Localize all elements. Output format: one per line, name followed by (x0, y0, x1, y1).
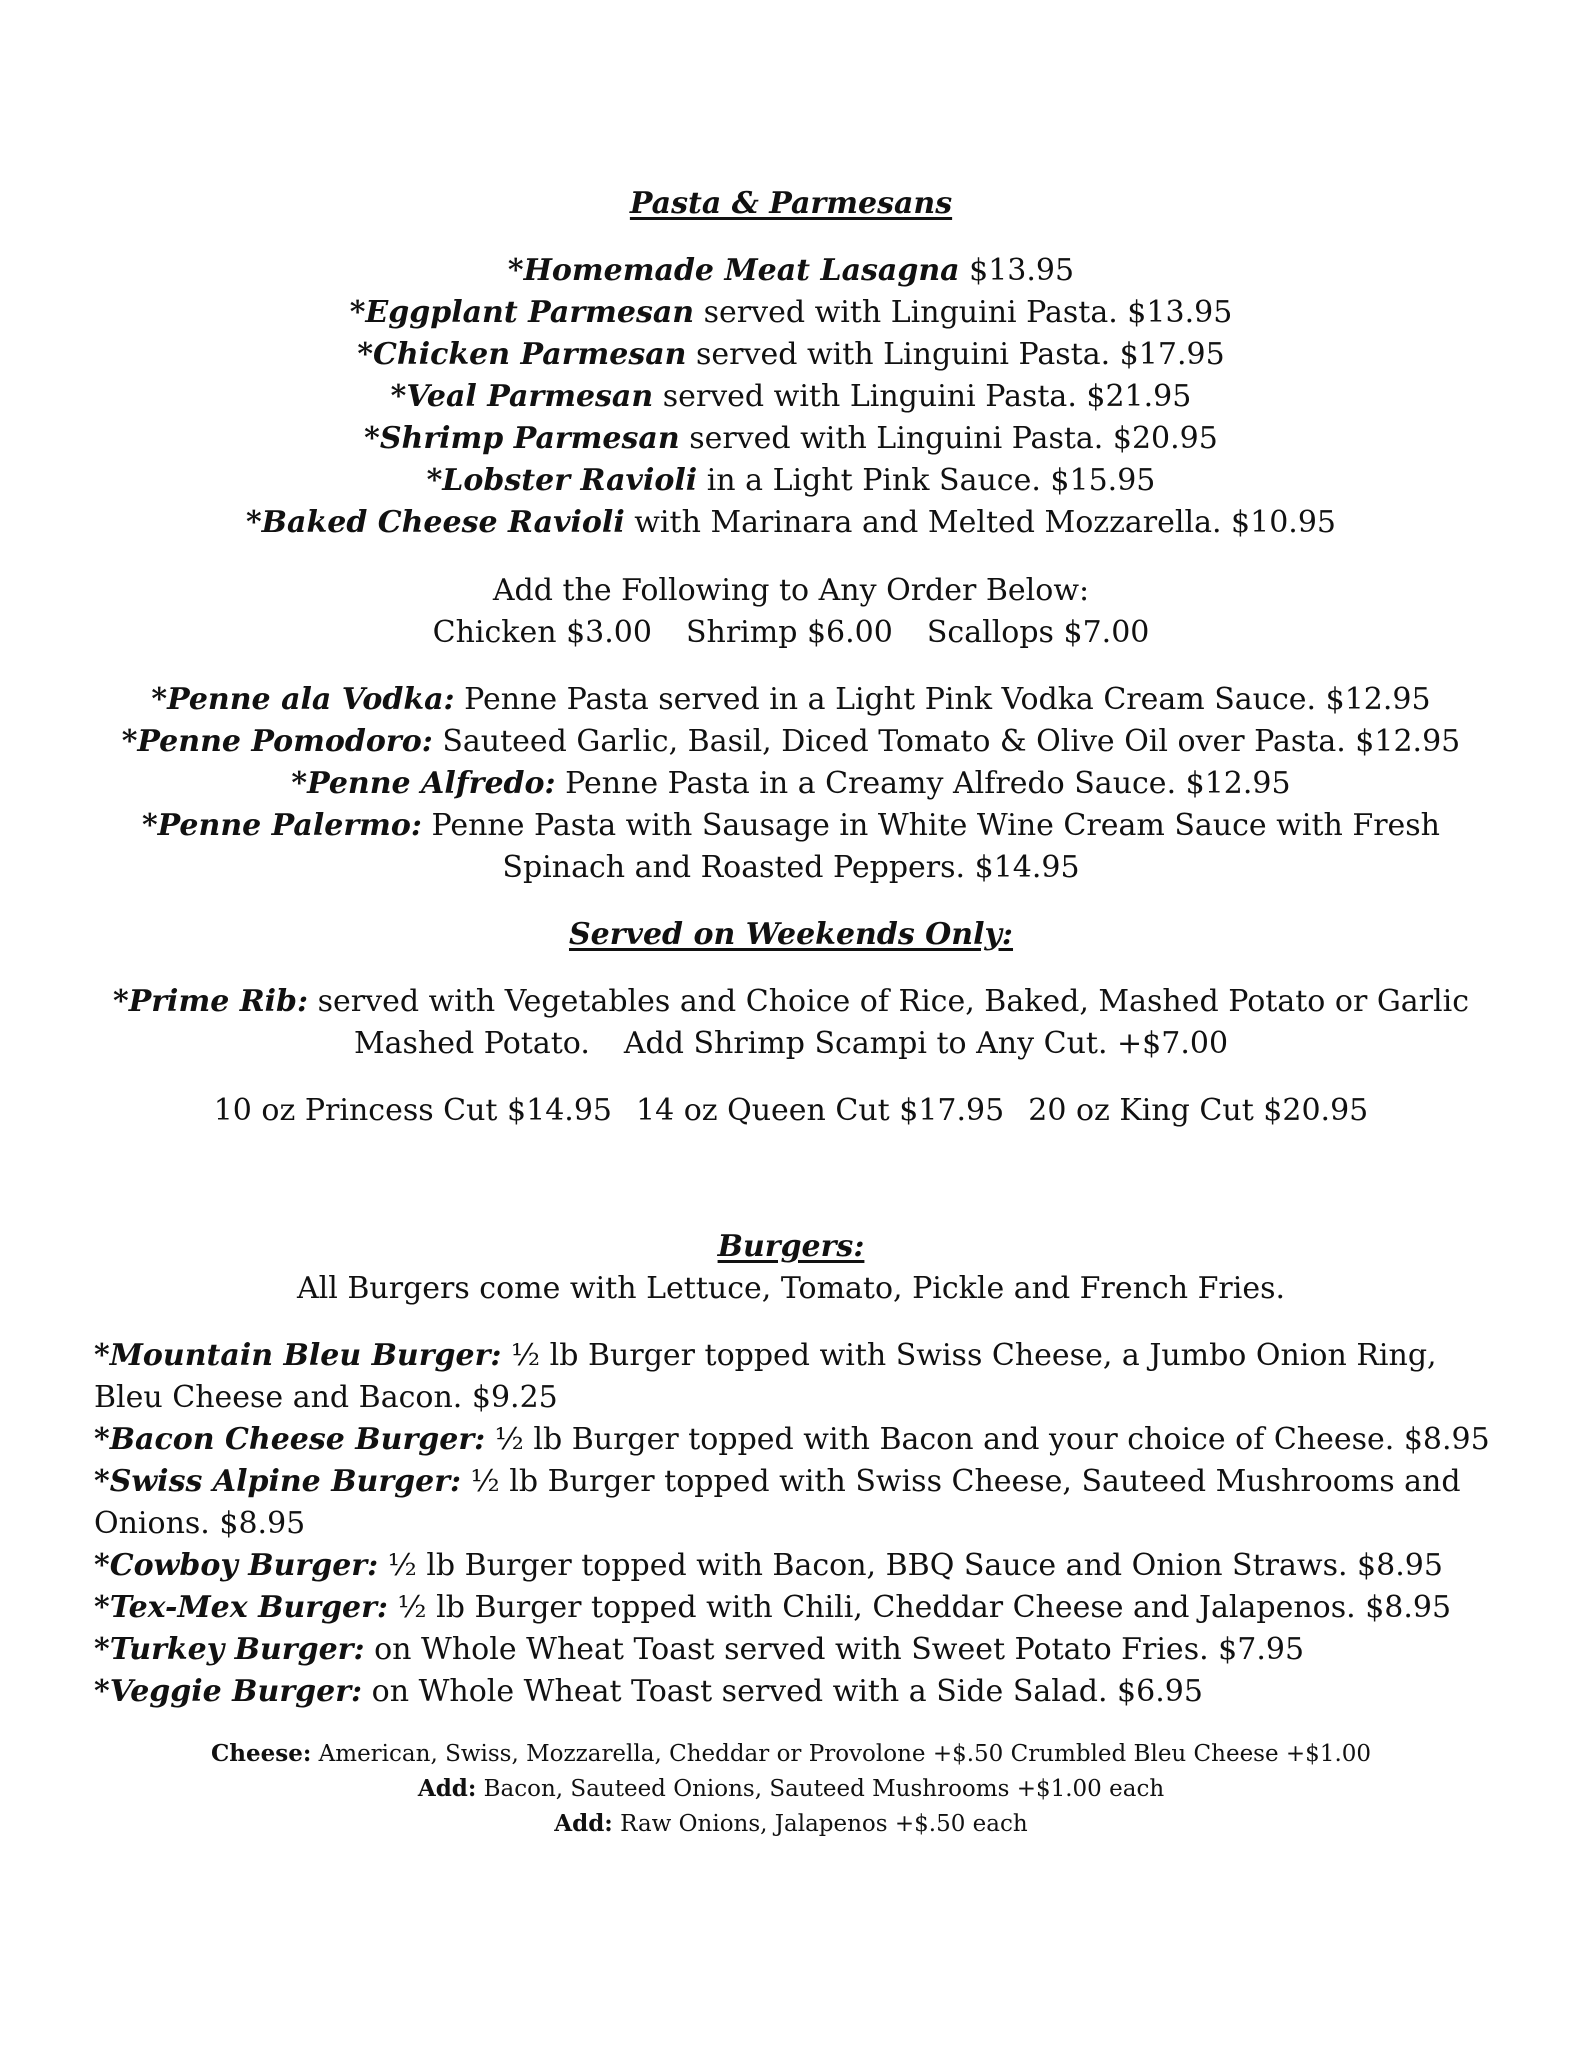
item-name: *Baked Cheese Ravioli (245, 505, 625, 540)
note-label: Add: (417, 1775, 477, 1802)
item-name: *Penne Pomodoro: (121, 724, 433, 759)
item-name: *Veggie Burger: (94, 1674, 363, 1709)
item-name: *Mountain Bleu Burger: (94, 1338, 502, 1373)
item-name: *Homemade Meat Lasagna (507, 253, 960, 288)
note-text: American, Swiss, Mozzarella, Cheddar or Provolone +$.50 Crumbled Bleu Cheese +$1.00 (311, 1741, 1372, 1767)
item-name: *Cowboy Burger: (94, 1548, 379, 1583)
note-label: Cheese: (210, 1740, 312, 1767)
burger-item (94, 1461, 1494, 1503)
cut-option: 14 oz Queen Cut $17.95 (636, 1093, 1005, 1128)
item-desc: Penne Pasta with Sausage in White Wine Cream Sauce with Fresh (421, 808, 1441, 843)
item-desc: with Marinara and Melted Mozzarella. $10.95 (624, 505, 1337, 540)
item-desc: Onions. $8.95 (94, 1506, 306, 1541)
burger-item-continued (94, 1377, 1494, 1419)
burger-item (94, 1587, 1494, 1629)
burgers-heading-text: Burgers: (717, 1229, 865, 1264)
item-name: *Swiss Alpine Burger: (94, 1464, 462, 1499)
pasta-item (0, 292, 1582, 334)
item-desc: on Whole Wheat Toast served with a Side Salad. $6.95 (362, 1674, 1203, 1709)
burger-item (94, 1419, 1494, 1461)
item-desc: Bleu Cheese and Bacon. $9.25 (94, 1380, 558, 1415)
item-desc: ½ lb Burger topped with Swiss Cheese, Sauteed Mushrooms and (461, 1464, 1461, 1499)
pasta-heading-text: Pasta & Parmesans (629, 186, 953, 221)
item-desc: ½ lb Burger topped with Chili, Cheddar Cheese and Jalapenos. $8.95 (388, 1590, 1452, 1625)
pasta-item (0, 460, 1582, 502)
item-desc: ½ lb Burger topped with Bacon, BBQ Sauce and Onion Straws. $8.95 (378, 1548, 1443, 1583)
penne-item (0, 679, 1582, 721)
item-name: *Penne ala Vodka: (151, 682, 455, 717)
burger-note (0, 1807, 1582, 1841)
add-option: Scallops $7.00 (926, 615, 1150, 650)
pasta-heading (0, 183, 1582, 225)
item-name: *Penne Palermo: (141, 808, 422, 843)
item-desc: ½ lb Burger topped with Swiss Cheese, a Jumbo Onion Ring, (501, 1338, 1437, 1373)
item-desc: served with Vegetables and Choice of Rice, Baked, Mashed Potato or Garlic (308, 984, 1469, 1019)
item-name: *Bacon Cheese Burger: (94, 1422, 486, 1457)
burger-item (94, 1545, 1494, 1587)
add-intro: Add the Following to Any Order Below: (492, 573, 1090, 608)
burger-item (94, 1335, 1494, 1377)
prime-rib-item-continued (0, 1023, 1582, 1065)
burger-note (0, 1772, 1582, 1806)
weekends-heading (0, 914, 1582, 956)
item-desc: served with Linguini Pasta. $13.95 (694, 295, 1233, 330)
item-desc: Sauteed Garlic, Basil, Diced Tomato & Olive Oil over Pasta. $12.95 (432, 724, 1461, 759)
pasta-item (0, 376, 1582, 418)
item-name: *Tex-Mex Burger: (94, 1590, 389, 1625)
pasta-item (0, 502, 1582, 544)
item-desc: served with Linguini Pasta. $21.95 (653, 379, 1192, 414)
note-text: Raw Onions, Jalapenos +$.50 each (612, 1811, 1028, 1837)
penne-item (0, 721, 1582, 763)
item-desc: Spinach and Roasted Peppers. $14.95 (502, 850, 1080, 885)
item-desc: $13.95 (959, 253, 1075, 288)
burger-item (94, 1671, 1494, 1713)
item-desc: Add Shrimp Scampi to Any Cut. +$7.00 (623, 1026, 1229, 1061)
item-desc: Penne Pasta in a Creamy Alfredo Sauce. $12.95 (555, 766, 1291, 801)
note-label: Add: (554, 1810, 613, 1837)
item-desc: Mashed Potato. (353, 1026, 590, 1061)
cut-option: 10 oz Princess Cut $14.95 (213, 1093, 612, 1128)
item-desc: served with Linguini Pasta. $20.95 (679, 421, 1218, 456)
burger-note (0, 1737, 1582, 1771)
penne-item (0, 805, 1582, 847)
prime-rib-item (0, 981, 1582, 1023)
burgers-intro: All Burgers come with Lettuce, Tomato, Pickle and French Fries. (296, 1271, 1286, 1306)
item-name: *Penne Alfredo: (291, 766, 556, 801)
item-name: *Veal Parmesan (390, 379, 654, 414)
item-name: *Prime Rib: (113, 984, 309, 1019)
item-name: *Lobster Ravioli (426, 463, 698, 498)
item-desc: in a Light Pink Sauce. $15.95 (697, 463, 1156, 498)
add-option: Chicken $3.00 (432, 615, 652, 650)
item-name: *Chicken Parmesan (357, 337, 687, 372)
item-name: *Shrimp Parmesan (364, 421, 680, 456)
prime-rib-cuts (0, 1090, 1582, 1132)
note-text: Bacon, Sauteed Onions, Sauteed Mushrooms +$1.00 each (476, 1776, 1165, 1802)
item-name: *Eggplant Parmesan (349, 295, 695, 330)
pasta-item (0, 334, 1582, 376)
item-desc: served with Linguini Pasta. $17.95 (686, 337, 1225, 372)
item-desc: ½ lb Burger topped with Bacon and your choice of Cheese. $8.95 (485, 1422, 1490, 1457)
penne-item-continued (0, 847, 1582, 889)
item-desc: Penne Pasta served in a Light Pink Vodka Cream Sauce. $12.95 (454, 682, 1431, 717)
item-name: *Turkey Burger: (94, 1632, 365, 1667)
item-desc: on Whole Wheat Toast served with Sweet Potato Fries. $7.95 (364, 1632, 1305, 1667)
add-option: Shrimp $6.00 (685, 615, 893, 650)
cut-option: 20 oz King Cut $20.95 (1028, 1093, 1369, 1128)
burgers-heading (0, 1226, 1582, 1268)
penne-item (0, 763, 1582, 805)
pasta-item (0, 250, 1582, 292)
pasta-item (0, 418, 1582, 460)
burger-item (94, 1629, 1494, 1671)
weekends-heading-text: Served on Weekends Only: (568, 917, 1014, 952)
add-options (0, 612, 1582, 654)
burger-item-continued (94, 1503, 1494, 1545)
